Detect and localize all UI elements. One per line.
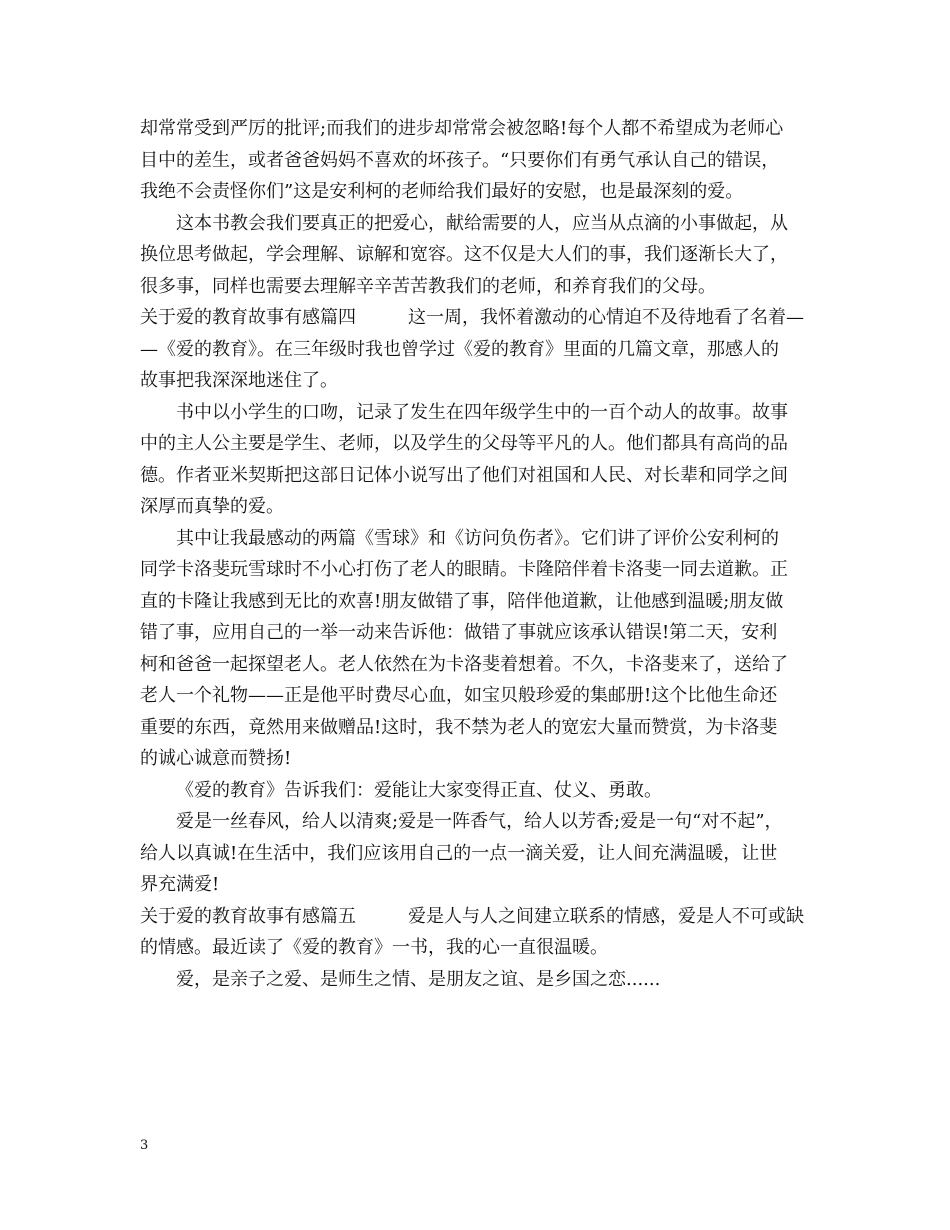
line-text: 界充满爱! xyxy=(140,874,220,895)
text-line xyxy=(140,712,820,744)
text-line xyxy=(140,838,820,870)
text-line xyxy=(140,302,820,334)
line-text: 德。作者亚米契斯把这部日记体小说写出了他们对祖国和人民、对长辈和同学之间 xyxy=(140,464,788,486)
paragraph xyxy=(140,208,820,303)
line-text: 错了事，应用自己的一举一动来告诉他：做错了事就应该承认错误!第二天，安利 xyxy=(140,622,778,643)
text-line xyxy=(140,743,820,775)
text-line xyxy=(140,680,820,712)
text-line xyxy=(140,806,820,838)
line-text: 书中以小学生的口吻，记录了发生在四年级学生中的一百个动人的故事。故事 xyxy=(176,401,788,423)
section-heading-paragraph xyxy=(140,302,820,397)
line-text: 深厚而真挚的爱。 xyxy=(140,496,284,517)
line-text: 故事把我深深地迷住了。 xyxy=(140,370,338,391)
text-line xyxy=(140,176,820,208)
line-text: 老人一个礼物——正是他平时费尽心血，如宝贝般珍爱的集邮册!这个比他生命还 xyxy=(140,685,778,706)
text-line xyxy=(140,208,820,240)
text-line xyxy=(140,617,820,649)
line-text: 爱是一丝春风，给人以清爽;爱是一阵香气，给人以芳香;爱是一句“对不起”， xyxy=(176,811,783,832)
line-text: 爱，是亲子之爱、是师生之情、是朋友之谊、是乡国之恋...... xyxy=(176,968,661,990)
line-text: 我绝不会责怪你们”这是安利柯的老师给我们最好的安慰，也是最深刻的爱。 xyxy=(140,181,744,202)
text-line xyxy=(140,145,820,177)
line-text: 换位思考做起，学会理解、谅解和宽容。这不仅是大人们的事，我们逐渐长大了， xyxy=(140,244,788,265)
text-line xyxy=(140,460,820,492)
text-line xyxy=(140,491,820,523)
section-title: 关于爱的教育故事有感篇五 xyxy=(140,905,356,927)
text-line xyxy=(140,964,820,996)
text-line xyxy=(140,113,820,145)
document-body xyxy=(140,113,820,995)
line-text: 很多事，同样也需要去理解辛辛苦苦教我们的老师，和养育我们的父母。 xyxy=(140,275,716,297)
paragraph xyxy=(140,964,820,996)
line-text: —《爱的教育》。在三年级时我也曾学过《爱的教育》里面的几篇文章，那感人的 xyxy=(140,338,779,360)
paragraph xyxy=(140,397,820,523)
line-text: 这本书教会我们要真正的把爱心，献给需要的人，应当从点滴的小事做起，从 xyxy=(176,212,788,234)
text-line xyxy=(140,523,820,555)
line-text: 的诚心诚意而赞扬! xyxy=(140,748,292,769)
section-title: 关于爱的教育故事有感篇四 xyxy=(140,307,356,328)
paragraph xyxy=(140,806,820,901)
text-line xyxy=(140,271,820,303)
page-number: 3 xyxy=(140,1138,149,1153)
paragraph xyxy=(140,113,820,208)
line-text: 中的主人公主要是学生、老师，以及学生的父母等平凡的人。他们都具有高尚的品 xyxy=(140,433,788,454)
text-line xyxy=(140,397,820,429)
paragraph xyxy=(140,523,820,775)
line-text: 柯和爸爸一起探望老人。老人依然在为卡洛斐着想着。不久，卡洛斐来了，送给了 xyxy=(140,653,788,675)
text-line xyxy=(140,901,820,933)
line-text: 《爱的教育》告诉我们：爱能让大家变得正直、仗义、勇敢。 xyxy=(176,779,662,801)
line-text: 给人以真诚!在生活中，我们应该用自己的一点一滴关爱，让人间充满温暖，让世 xyxy=(140,842,778,864)
line-text: 爱是人与人之间建立联系的情感，爱是人不可或缺 xyxy=(408,905,804,927)
text-line xyxy=(140,775,820,807)
line-text: 这一周，我怀着激动的心情迫不及待地看了名着— xyxy=(408,307,804,328)
text-line xyxy=(140,649,820,681)
line-text: 直的卡隆让我感到无比的欢喜!朋友做错了事，陪伴他道歉，让他感到温暖;朋友做 xyxy=(140,590,784,612)
paragraph xyxy=(140,775,820,807)
text-line xyxy=(140,869,820,901)
text-line xyxy=(140,239,820,271)
text-line xyxy=(140,365,820,397)
section-heading-paragraph xyxy=(140,901,820,964)
text-line xyxy=(140,554,820,586)
text-line xyxy=(140,334,820,366)
line-text: 却常常受到严厉的批评;而我们的进步却常常会被忽略!每个人都不希望成为老师心 xyxy=(140,118,784,139)
line-text: 其中让我最感动的两篇《雪球》和《访问负伤者》。它们讲了评价公安利柯的 xyxy=(176,527,779,549)
text-line xyxy=(140,428,820,460)
text-line xyxy=(140,586,820,618)
text-line xyxy=(140,932,820,964)
line-text: 重要的东西，竟然用来做赠品!这时，我不禁为老人的宽宏大量而赞赏，为卡洛斐 xyxy=(140,716,778,738)
line-text: 目中的差生，或者爸爸妈妈不喜欢的坏孩子。“只要你们有勇气承认自己的错误， xyxy=(140,149,780,171)
line-text: 的情感。最近读了《爱的教育》一书，我的心一直很温暖。 xyxy=(140,937,608,958)
line-text: 同学卡洛斐玩雪球时不小心打伤了老人的眼睛。卡隆陪伴着卡洛斐一同去道歉。正 xyxy=(140,559,788,580)
